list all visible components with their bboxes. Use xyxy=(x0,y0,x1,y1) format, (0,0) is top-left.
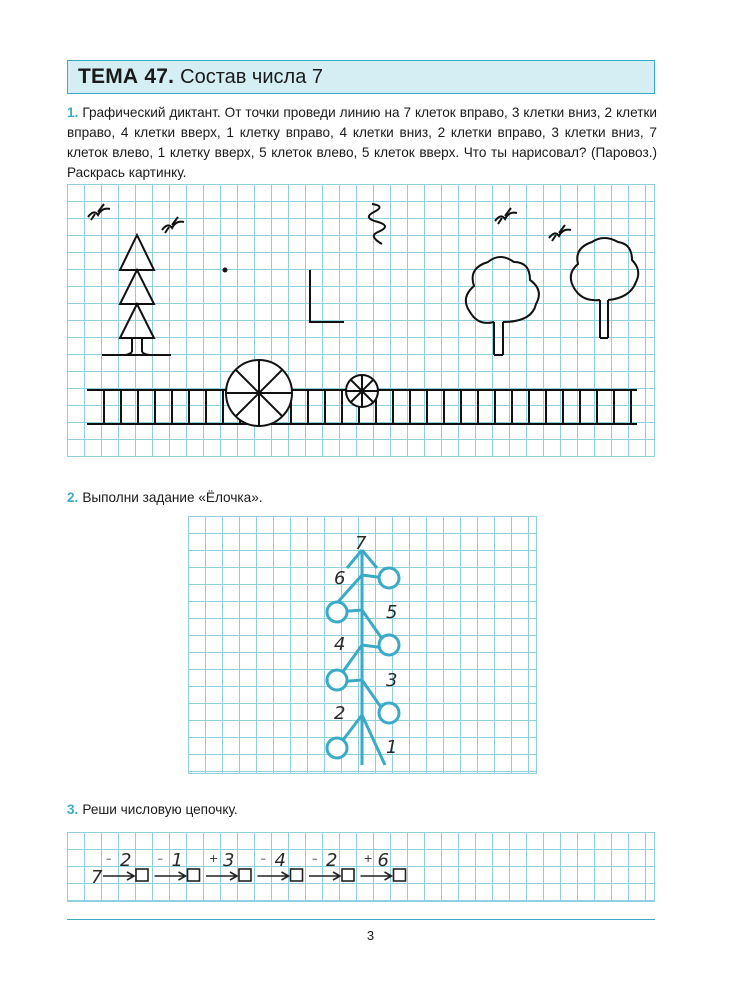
topic-title: Состав числа 7 xyxy=(180,65,323,88)
ball-circle-left[interactable] xyxy=(327,738,347,758)
chain-value: 3 xyxy=(223,850,235,871)
answer-box[interactable] xyxy=(188,869,200,881)
answer-box[interactable] xyxy=(394,869,406,881)
answer-box[interactable] xyxy=(239,869,251,881)
page-number: 3 xyxy=(366,928,375,943)
task-1-text: Графический диктант. От точки проведи линию на 7 клеток вправо, 3 клетки вниз, 2 клетки вправо, 4 клетки вверх, 1 клетку вправо, 4 клетки вниз, 2 клетки вправо, 3 клетки вниз, 7 клеток влево, 1 клетку вверх, 5 клеток влево, 5 клеток вверх. Что ты нарисовал? (Паровоз.) Раскрась картинку. xyxy=(67,105,657,180)
chain-operator: – xyxy=(106,852,112,865)
chain-value: 1 xyxy=(171,850,183,871)
topic-label: ТЕМА 47. xyxy=(78,65,175,88)
footer-rule xyxy=(67,919,655,920)
ball-circle-right[interactable] xyxy=(379,568,399,588)
chain-start-number: 7 xyxy=(91,867,103,888)
chain-operator: – xyxy=(260,852,266,865)
right-label: 3 xyxy=(386,670,398,691)
task-1-number: 1. xyxy=(67,105,79,120)
task-2-instruction xyxy=(67,488,263,508)
left-label: 4 xyxy=(334,634,346,655)
task-2-text: Выполни задание «Ёлочка». xyxy=(82,490,263,505)
ball-circle-right[interactable] xyxy=(379,635,399,655)
chain-value: 2 xyxy=(326,850,338,871)
answer-box[interactable] xyxy=(342,869,354,881)
task-1-instruction xyxy=(67,103,657,183)
tree-top-number: 7 xyxy=(355,533,367,554)
chain-operator: – xyxy=(312,852,318,865)
chain-operator: + xyxy=(209,852,219,865)
left-label: 6 xyxy=(334,568,346,589)
left-label: 2 xyxy=(334,703,346,724)
chain-value: 6 xyxy=(377,850,389,871)
task-3-instruction xyxy=(67,800,238,820)
right-label: 1 xyxy=(386,737,398,758)
chain-operator: + xyxy=(363,852,373,865)
answer-box[interactable] xyxy=(136,869,148,881)
ball-circle-left[interactable] xyxy=(327,670,347,690)
task-2-number: 2. xyxy=(67,490,79,505)
fir-tree-grid[interactable] xyxy=(188,516,537,774)
task-3-number: 3. xyxy=(67,802,79,817)
task-3-text: Реши числовую цепочку. xyxy=(82,802,238,817)
topic-header xyxy=(67,60,655,94)
chain-value: 2 xyxy=(120,850,132,871)
chain-operator: – xyxy=(157,852,163,865)
chain-value: 4 xyxy=(274,850,286,871)
dictation-grid[interactable] xyxy=(67,184,655,457)
ball-circle-right[interactable] xyxy=(379,703,399,723)
ball-circle-left[interactable] xyxy=(327,602,347,622)
answer-box[interactable] xyxy=(291,869,303,881)
right-label: 5 xyxy=(386,602,398,623)
chain-grid[interactable] xyxy=(67,832,655,902)
